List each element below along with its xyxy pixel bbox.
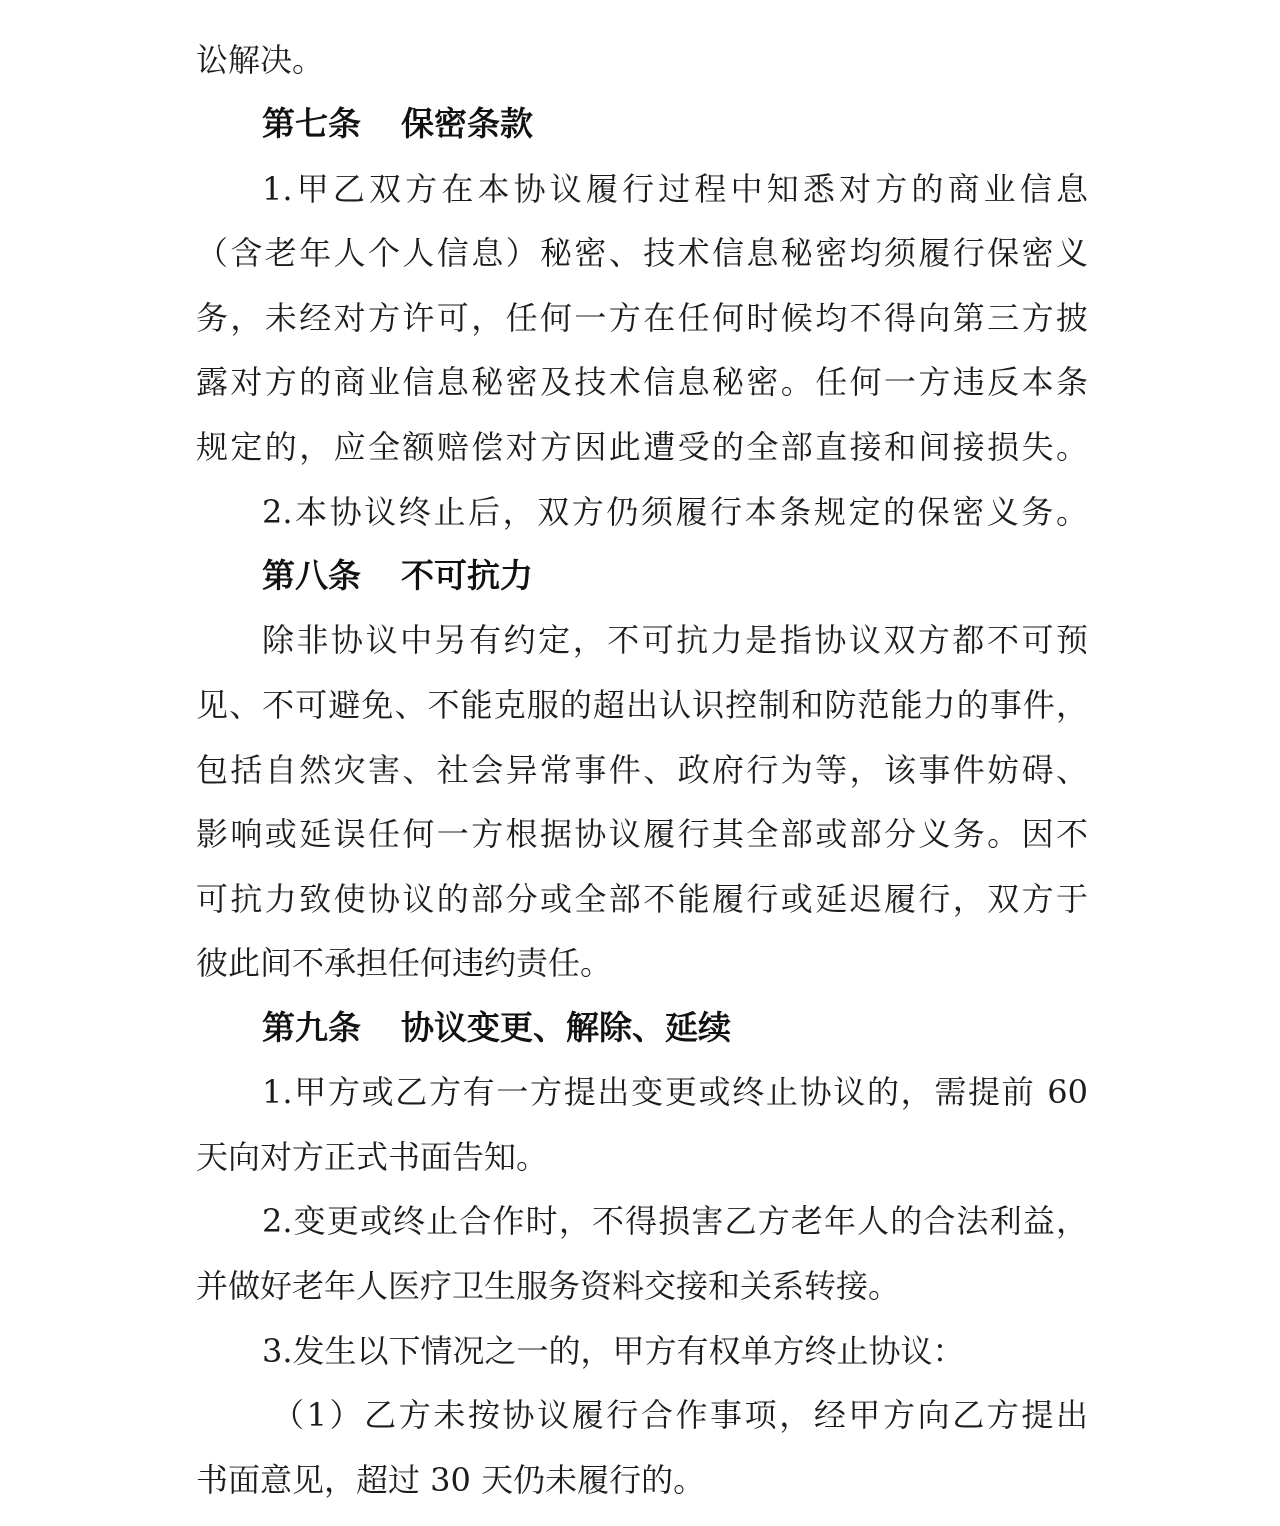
section-title: 协议变更、解除、延续: [401, 1008, 731, 1047]
section-number: 第九条: [262, 1008, 361, 1047]
text-line: 彼此间不承担任何违约责任。: [196, 944, 613, 982]
text-line: 1.甲乙双方在本协议履行过程中知悉对方的商业信息: [262, 170, 1088, 208]
text-line: 露对方的商业信息秘密及技术信息秘密。任何一方违反本条: [196, 363, 1088, 401]
text-line: 3.发生以下情况之一的，甲方有权单方终止协议：: [262, 1332, 965, 1370]
text-line: 1.甲方或乙方有一方提出变更或终止协议的，需提前 60: [262, 1073, 1088, 1111]
text-line: 包括自然灾害、社会异常事件、政府行为等，该事件妨碍、: [196, 751, 1088, 789]
text-line: 并做好老年人医疗卫生服务资料交接和关系转接。: [196, 1267, 901, 1305]
section-title: 保密条款: [401, 104, 533, 143]
text-line: （含老年人个人信息）秘密、技术信息秘密均须履行保密义: [196, 234, 1088, 272]
text-line: 天向对方正式书面告知。: [196, 1138, 549, 1176]
text-line: 除非协议中另有约定，不可抗力是指协议双方都不可预: [262, 621, 1088, 659]
text-line: 见、不可避免、不能克服的超出认识控制和防范能力的事件，: [196, 686, 1088, 724]
text-line: 讼解决。: [196, 41, 325, 79]
text-line: 2.变更或终止合作时，不得损害乙方老年人的合法利益，: [262, 1202, 1088, 1240]
text-line: 规定的，应全额赔偿对方因此遭受的全部直接和间接损失。: [196, 428, 1088, 466]
text-line: 可抗力致使协议的部分或全部不能履行或延迟履行，双方于: [196, 880, 1088, 918]
section-number: 第七条: [262, 104, 361, 143]
text-line: 务，未经对方许可，任何一方在任何时候均不得向第三方披: [196, 299, 1088, 337]
section-number: 第八条: [262, 556, 361, 595]
text-line: 2.本协议终止后，双方仍须履行本条规定的保密义务。: [262, 493, 1088, 531]
section-heading-9: [262, 1006, 731, 1050]
section-heading-7: [262, 102, 533, 146]
text-line: （1）乙方未按协议履行合作事项，经甲方向乙方提出: [272, 1396, 1088, 1434]
text-line: 书面意见，超过 30 天仍未履行的。: [196, 1461, 706, 1499]
text-line: 影响或延误任何一方根据协议履行其全部或部分义务。因不: [196, 815, 1088, 853]
section-title: 不可抗力: [401, 556, 533, 595]
section-heading-8: [262, 554, 533, 598]
